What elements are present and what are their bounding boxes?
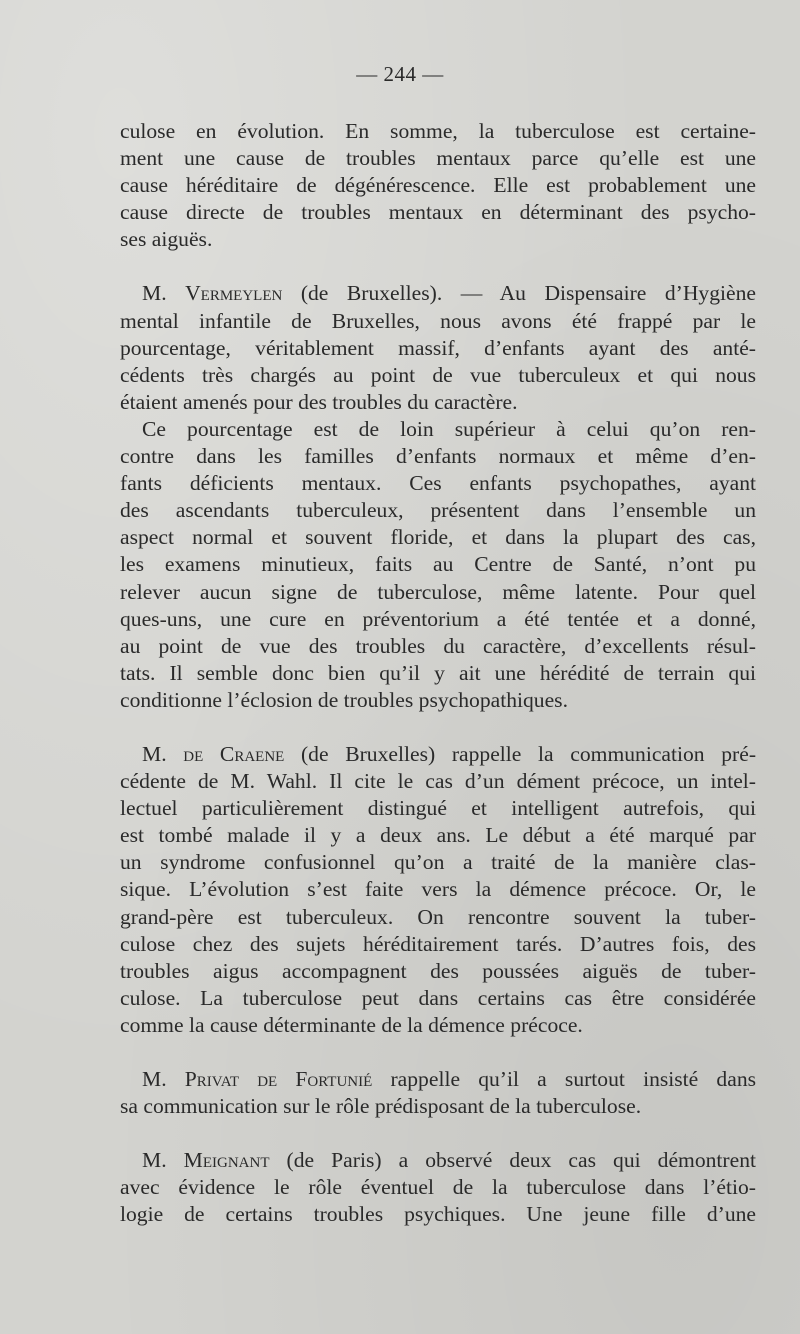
body-text xyxy=(120,118,756,1228)
text-line: culose chez des sujets héréditairement tarés. D’autres fois, des xyxy=(120,931,756,956)
text-line: des ascendants tuberculeux, présentent dans l’ensemble un xyxy=(120,498,756,523)
text-line: grand-père est tuberculeux. On rencontre souvent la tuber- xyxy=(120,904,756,929)
text-line: cause héréditaire de dégénérescence. Elle est probablement une xyxy=(120,173,756,198)
text-line xyxy=(120,1066,756,1093)
text-line: les examens minutieux, faits au Centre de Santé, n’ont pu xyxy=(120,552,756,577)
text-line: tats. Il semble donc bien qu’il y ait une hérédité de terrain qui xyxy=(120,660,756,685)
text-line: cédents très chargés au point de vue tuberculeux et qui nous xyxy=(120,362,756,387)
text-line: étaient amenés pour des troubles du caractère. xyxy=(120,389,518,414)
text-line: ment une cause de troubles mentaux parce qu’elle est une xyxy=(120,146,756,171)
speaker-name: Privat de Fortunié xyxy=(184,1067,373,1091)
paragraph-meignant xyxy=(120,1147,756,1228)
text-line: ses aiguës. xyxy=(120,227,213,252)
paragraph-de-craene xyxy=(120,741,756,1039)
speaker-prefix: M. xyxy=(142,281,186,306)
text-line: cause directe de troubles mentaux en déterminant des psycho- xyxy=(120,200,756,225)
speaker-name: de Craene xyxy=(183,741,285,766)
text-line: relever aucun signe de tuberculose, même latente. Pour quel xyxy=(120,579,756,604)
speaker-prefix: M. xyxy=(142,1067,185,1091)
paragraph-privat-de-fortunie xyxy=(120,1066,756,1120)
paragraph-pourcentage xyxy=(120,416,756,714)
text-line: aspect normal et souvent floride, et dans la plupart des cas, xyxy=(120,525,756,550)
text-line: sique. L’évolution s’est faite vers la démence précoce. Or, le xyxy=(120,877,756,902)
text-line: logie de certains troubles psychiques. Une jeune fille d’une xyxy=(120,1202,756,1227)
text-line: troubles aigus accompagnent des poussées aiguës de tuber- xyxy=(120,958,756,983)
paragraph-conclusion xyxy=(120,118,756,253)
text-line: est tombé malade il y a deux ans. Le début a été marqué par xyxy=(120,823,756,848)
page-number: — 244 — xyxy=(356,62,444,86)
text-line: sa communication sur le rôle prédisposant de la tuberculose. xyxy=(120,1094,642,1119)
line-text: (de Paris) a observé deux cas qui démontrent xyxy=(269,1148,756,1173)
text-line: Ce pourcentage est de loin supérieur à celui qu’on ren- xyxy=(142,416,756,441)
line-text: (de Bruxelles) rappelle la communication pré- xyxy=(284,741,757,766)
text-line: cédente de M. Wahl. Il cite le cas d’un dément précoce, un intel- xyxy=(120,769,756,794)
text-line: avec évidence le rôle éventuel de la tuberculose dans l’étio- xyxy=(120,1175,756,1200)
line-text: (de Bruxelles). — Au Dispensaire d’Hygiène xyxy=(282,281,756,306)
text-line: fants déficients mentaux. Ces enfants psychopathes, ayant xyxy=(120,471,756,496)
text-line: un syndrome confusionnel qu’on a traité de la manière clas- xyxy=(120,850,756,875)
text-line: culose. La tuberculose peut dans certains cas être considérée xyxy=(120,985,756,1010)
text-line xyxy=(120,280,756,307)
speaker-name: Vermeylen xyxy=(185,281,283,306)
text-line: comme la cause déterminante de la démence précoce. xyxy=(120,1012,583,1037)
text-line: lectuel particulièrement distingué et intelligent autrefois, qui xyxy=(120,796,756,821)
text-line: conditionne l’éclosion de troubles psychopathiques. xyxy=(120,687,568,712)
text-line: ques-uns, une cure en préventorium a été tentée et a donné, xyxy=(120,606,756,631)
speaker-name: Meignant xyxy=(183,1148,270,1173)
text-line: pourcentage, véritablement massif, d’enfants ayant des anté- xyxy=(120,335,756,360)
text-line: au point de vue des troubles du caractère, d’excellents résul- xyxy=(120,633,756,658)
text-line xyxy=(120,741,756,768)
speaker-prefix: M. xyxy=(142,741,184,766)
text-line: contre dans les familles d’enfants normaux et même d’en- xyxy=(120,444,756,469)
speaker-prefix: M. xyxy=(142,1148,184,1173)
text-line: culose en évolution. En somme, la tuberculose est certaine- xyxy=(120,119,756,143)
text-line: mental infantile de Bruxelles, nous avons été frappé par le xyxy=(120,308,756,333)
paragraph-vermeylen xyxy=(120,280,756,415)
line-text: rappelle qu’il a surtout insisté dans xyxy=(372,1067,757,1091)
text-line xyxy=(120,1147,756,1174)
